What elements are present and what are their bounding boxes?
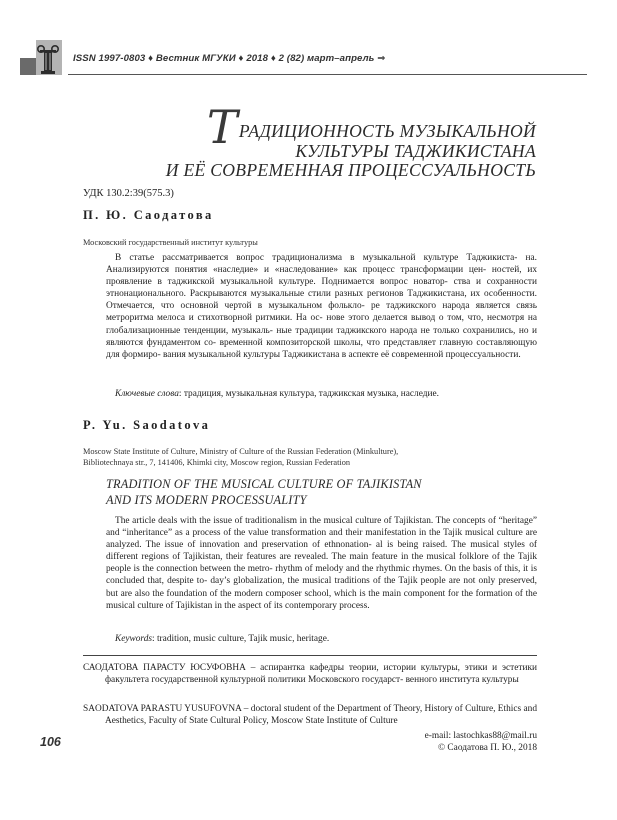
- running-header: [73, 53, 385, 64]
- copyright: © Саодатова П. Ю., 2018: [438, 743, 537, 753]
- abstract-ru: В статье рассматривается вопрос традиционализма в музыкальной культуре Таджикиста- на. Анализируются понятия «наследие» и «наследование» как процесс трансформации цен- ностей, их проявление в таджикской музыкальной культуре. Поднимается вопрос новатор- ства и сохранности этнонационального. Раскрываются музыкальные стили разных регионов Таджикистана, их особенности. Отмечается, что основной чертой в музыкальном фолькло- ре таджикского народа является связь метроритма мелоса и стихотворной ритмики. На ос- нове этого делается вывод о том, что, несмотря на глобализационные тенденции, музыкаль- ные традиции таджикского народа не только сохранились, но и являются фундаментом со- временной композиторской школы, что представляет главную составляющую для формиро- вания музыкальной культуры Таджикистана в аспекте её современной процессуальности.: [106, 253, 537, 360]
- header-rule: [68, 74, 587, 75]
- bullet-icon: ♦: [148, 53, 154, 64]
- arrow-right-icon: ⇒: [377, 53, 386, 64]
- journal-logo-icon: [20, 38, 62, 76]
- page-number: 106: [40, 735, 61, 749]
- article-title-en: [106, 477, 422, 508]
- bullet-icon: ♦: [270, 53, 276, 64]
- article-title: [106, 100, 536, 180]
- udk-code: УДК 130.2:39(575.3): [83, 188, 174, 199]
- journal-name: Вестник МГУКИ: [155, 53, 236, 64]
- keywords-en: [106, 633, 537, 645]
- author-en: P. Yu. Saodatova: [83, 418, 211, 432]
- title-line-1: ТРАДИЦИОННОСТЬ МУЗЫКАЛЬНОЙ: [206, 100, 536, 154]
- keywords-ru: [106, 388, 537, 400]
- title-en-line-1: TRADITION OF THE MUSICAL CULTURE OF TAJIKISTAN: [106, 477, 422, 491]
- author-ru: П. Ю. Саодатова: [83, 208, 214, 222]
- affiliation-ru: Московский государственный институт культуры: [83, 238, 258, 247]
- abstract-en: The article deals with the issue of traditionalism in the musical culture of Tajikistan. The concepts of “heritage” and “inheritance” as a process of the value transformation and their manifestation in the Tajik musical culture are analyzed. The issue of innovation and preservation of ethnonation- al is being raised. The musical styles of different regions of Tajikistan, their features are revealed. The main feature in the musical folklore of the Tajik people is the connection between the metro- rhythm of melody and the rhythmic rhymes. On the basis of this, it is concluded that, despite to- day’s globalization, the musical traditions of the Tajik people are not only preserved, but are also the foundation of the modern composer school, which is the main component for the formation of the musical culture of Tajikistan in the aspect of its contemporary process.: [106, 516, 537, 611]
- title-line-3: И ЕЁ СОВРЕМЕННАЯ ПРОЦЕССУАЛЬНОСТЬ: [165, 160, 536, 180]
- email[interactable]: e-mail: lastochkas88@mail.ru: [424, 731, 537, 741]
- affiliation-en-line-2: Bibliotechnaya str., 7, 141406, Khimki city, Moscow region, Russian Federation: [83, 458, 351, 467]
- bullet-icon: ♦: [238, 53, 244, 64]
- affiliation-en-line-1: Moscow State Institute of Culture, Ministry of Culture of the Russian Federation (Minkulture),: [83, 447, 399, 456]
- title-line-2: КУЛЬТУРЫ ТАДЖИКИСТАНА: [295, 141, 536, 161]
- title-en-line-2: AND ITS MODERN PROCESSUALITY: [106, 492, 307, 507]
- keywords-text-ru: : традиция, музыкальная культура, таджикская музыка, наследие.: [178, 389, 439, 399]
- issn: ISSN 1997-0803: [73, 53, 146, 64]
- keywords-label-en: Keywords: [115, 634, 153, 644]
- keywords-text-en: : tradition, music culture, Tajik music, heritage.: [152, 634, 330, 644]
- issue: 2 (82) март–апрель: [278, 53, 375, 64]
- footer-separator: [83, 655, 537, 656]
- year: 2018: [246, 53, 269, 64]
- author-bio-en: SAODATOVA PARASTU YUSUFOVNA – doctoral student of the Department of Theory, History of Culture, Ethics and Aesthetics, Faculty of State Cultural Policy, Moscow State Institute of Culture: [83, 704, 537, 726]
- author-bio-ru: САОДАТОВА ПАРАСТУ ЮСУФОВНА – аспирантка кафедры теории, истории культуры, этики и эстетики факультета государственной культурной политики Московского государст- венного института культуры: [83, 663, 537, 685]
- keywords-label-ru: Ключевые слова: [115, 389, 179, 399]
- title-drop-cap: Т: [206, 100, 238, 154]
